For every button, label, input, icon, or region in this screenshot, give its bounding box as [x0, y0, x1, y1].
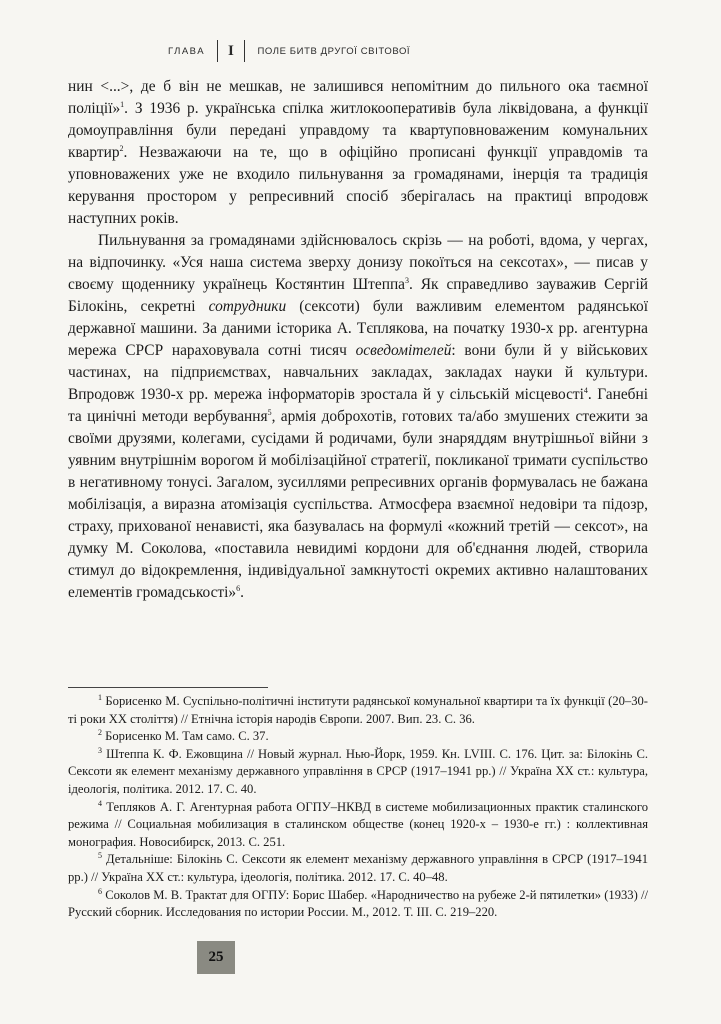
chapter-label: ГЛАВА [168, 45, 206, 57]
footnote-4: $^4$ Тепляков А. Г. Агентурная работа ОГПУ–НКВД в системе мобилизационных практик сталинского режима // Социальная мобилизация в сталинском обществе (конец 1920-х – 1930-е гг.) : коллективная монография. Новосибирск, 2013. С. 251. [68, 798, 648, 849]
footnote-ref-5[interactable]: 5 [267, 407, 272, 417]
footnote-5: $^5$ Детальніше: Білокінь С. Сексоти як елемент механізму державного управління в СРСР (1917–1941 рр.) // Україна XX ст.: культура, ідеологія, політика. 2012. 17. С. 40–48. [68, 851, 648, 884]
footnote-ref-4[interactable]: 4 [583, 385, 588, 395]
section-title: ПОЛЕ БИТВ ДРУГОЇ СВІТОВОЇ [257, 45, 411, 57]
footnote-1: $^1$ Борисенко М. Суспільно-політичні інститути радянської комунальної квартири та їх функції (20–30-ті роки XX століття) // Етнічна історія народів Європи. 2007. Вип. 23. С. 36. [68, 692, 648, 726]
italic-term: сотрудники [208, 298, 287, 315]
main-text [68, 76, 648, 604]
footnote-2: $^2$ Борисенко М. Там само. С. 37. [98, 728, 269, 744]
paragraph-2: Пильнування за громадянами здійснювалось скрізь — на роботі, вдома, у чергах, на відпочинку. «Уся наша система зверху донизу покоїться на сексотах», — писав у своєму щоденнику українець Костянтин Штеппа$^3$. Як справедливо зауважив Сергій Білокінь, секретні сотрудники (сексоти) були важливим елементом радянської державної машини. За даними історика А. Тєплякова, на початку 1930-х рр. агентурна мережа СРСР нараховувала сотні тисяч осведомітелей: вони були й у військових частинах, на підприємствах, навчальних закладах, закладах науки й культури. Впродовж 1930-х рр. мережа інформаторів зростала й у сільській місцевості$^4$. Ганебні та цинічні методи вербування$^5$, армія доброхотів, готових та/або змушених стежити за своїми друзями, колегами, сусідами й родичами, були знаряддям внутрішньої війни з уявним внутрішнім ворогом й мобілізаційної стратегії, покликаної тримати суспільство в негативному тонусі. Загалом, зусиллями репресивних органів формувалась не бажана мобілізація, а виразна атомізація суспільства. Атмосфера взаємної недовіри та підозр, страху, прихованої ненависті, яка базувалась на формулі «кожний третій — сексот», на думку М. Соколова, «поставила невидимі кордони для об'єднання людей, створила стимул до відокремлення, індивідуальної замкнутості окремих активно налаштованих елементів громадськості»$^6$. [68, 232, 648, 601]
footnote-ref-1[interactable]: 1 [120, 99, 125, 109]
footnote-ref-6[interactable]: 6 [236, 583, 241, 593]
running-header [168, 40, 410, 62]
paragraph-1: нин <...>, де б він не мешкав, не залишився непомітним до пильного ока таємної поліції»$^1$. З 1936 р. українська спілка житлокооперативів була ліквідована, а функції домоуправління були передані управдому та квартуповноваженим комунальних квартир$^2$. Незважаючи на те, що в офіційно прописані функції управдомів та уповноважених уже не входило пильнування за громадянами, інерція та традиція керування простором у репресивний спосіб зберігалась на практиці впродовж наступних років. [68, 78, 648, 227]
page-number-box [197, 941, 235, 974]
footnote-divider [68, 687, 268, 688]
page-number: 25 [208, 949, 224, 965]
footnote-ref-3[interactable]: 3 [405, 275, 410, 285]
chapter-number: I [217, 40, 245, 62]
italic-term: осведомітелей [355, 342, 452, 359]
footnote-ref-2[interactable]: 2 [119, 143, 124, 153]
footnote-6: $^6$ Соколов М. В. Трактат для ОГПУ: Борис Шабер. «Народничество на рубеже 2-й пятилетки» (1933) // Русский сборник. Исследования по истории России. М., 2012. Т. III. С. 219–220. [68, 886, 648, 920]
footnote-3: $^3$ Штеппа К. Ф. Ежовщина // Новый журнал. Нью-Йорк, 1959. Кн. LVIII. С. 176. Цит. за: Білокінь С. Сексоти як елемент механізму державного управління в СРСР (1917–1941 рр.) // Україна XX ст.: культура, ідеологія, політика. 2012. 17. С. 40. [68, 745, 648, 796]
footnotes [68, 693, 648, 922]
